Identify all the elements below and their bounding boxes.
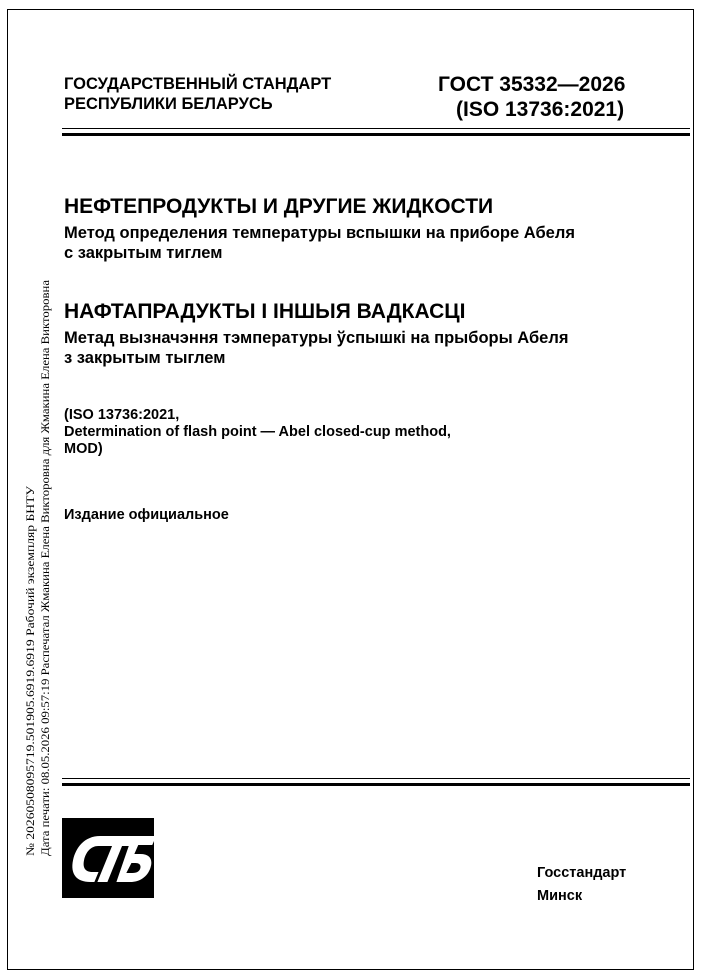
header-rule-thin — [62, 128, 690, 129]
subtitle-be — [64, 328, 568, 368]
standard-designation — [438, 72, 625, 122]
print-stamp — [21, 278, 55, 859]
publisher-city: Минск — [537, 888, 583, 904]
subtitle-ru — [64, 223, 575, 263]
publisher-name: Госстандарт — [537, 865, 627, 881]
print-stamp-line2: Дата печати: 08.05.2026 09:57:19 Распечатал Жмакина Елена Викторовна для Жмакина Елена Викторовна — [40, 336, 52, 856]
subtitle-ru-line1: Метод определения температуры вспышки на приборе Абеля — [64, 224, 575, 242]
footer-rule-thin — [62, 778, 690, 779]
international-reference — [64, 407, 451, 458]
international-reference-line2: Determination of flash point — Abel closed-cup method, — [64, 424, 451, 440]
international-reference-line3: MOD) — [64, 441, 103, 457]
international-reference-line1: (ISO 13736:2021, — [64, 407, 180, 423]
subtitle-ru-line2: с закрытым тиглем — [64, 244, 223, 262]
header-rule-thick — [62, 133, 690, 136]
edition-label: Издание официальное — [64, 507, 229, 523]
print-stamp-svg — [21, 278, 55, 859]
title-ru: НЕФТЕПРОДУКТЫ И ДРУГИЕ ЖИДКОСТИ — [64, 195, 494, 218]
standard-code: ГОСТ 35332—2026 — [438, 73, 626, 96]
standard-iso-reference: (ISO 13736:2021) — [456, 98, 625, 121]
subtitle-be-line2: з закрытым тыглем — [64, 349, 226, 367]
print-stamp-line1: № 20260508095719.501905.6919.6919 Рабочий экземпляр БНТУ — [25, 542, 37, 856]
logo-mark-svg — [62, 818, 154, 898]
gosstandart-logo-icon — [62, 818, 154, 898]
footer-rule-thick — [62, 783, 690, 786]
title-be: НАФТАПРАДУКТЫ І ІНШЫЯ ВАДКАСЦІ — [64, 300, 466, 323]
subtitle-be-line1: Метад вызначэння тэмпературы ўспышкі на прыборы Абеля — [64, 329, 569, 347]
issuing-authority-line2: РЕСПУБЛИКИ БЕЛАРУСЬ — [64, 95, 273, 113]
issuing-authority — [64, 74, 331, 114]
issuing-authority-line1: ГОСУДАРСТВЕННЫЙ СТАНДАРТ — [64, 75, 332, 93]
